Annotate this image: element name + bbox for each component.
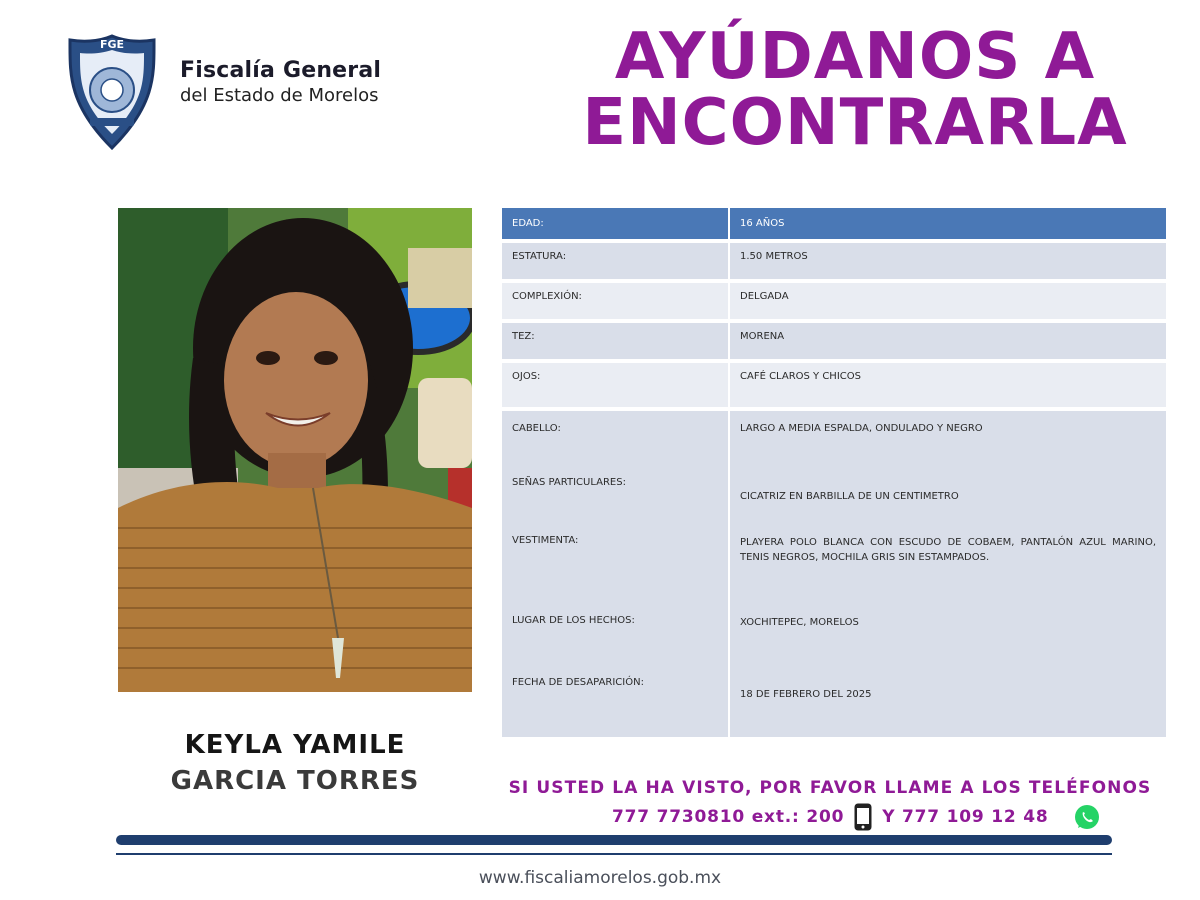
fge-shield-logo <box>66 34 158 150</box>
headline <box>560 20 1150 160</box>
detail-label: SEÑAS PARTICULARES: <box>512 477 626 488</box>
detail-label: TEZ: <box>502 323 730 359</box>
phone-number-1: 777 7730810 ext.: 200 <box>612 807 845 827</box>
person-name-line1: KEYLA YAMILE <box>184 730 406 760</box>
detail-value-group <box>730 411 1166 737</box>
detail-label: FECHA DE DESAPARICIÓN: <box>512 677 644 688</box>
detail-value: 18 DE FEBRERO DEL 2025 <box>740 689 872 700</box>
detail-label: COMPLEXIÓN: <box>502 283 730 319</box>
institution-name <box>180 58 381 106</box>
details-row <box>502 283 1166 319</box>
footer-divider <box>116 853 1112 855</box>
detail-value: CAFÉ CLAROS Y CHICOS <box>730 363 1166 407</box>
detail-label: LUGAR DE LOS HECHOS: <box>512 615 635 626</box>
institution-line2: del Estado de Morelos <box>180 85 379 106</box>
detail-label: ESTATURA: <box>502 243 730 279</box>
detail-value: 16 AÑOS <box>730 208 1166 239</box>
detail-label: VESTIMENTA: <box>512 535 579 546</box>
phone-number-2: Y 777 109 12 48 <box>882 807 1049 827</box>
details-row <box>502 323 1166 359</box>
details-row <box>502 243 1166 279</box>
phone-numbers <box>612 803 1101 831</box>
person-name-line2: GARCIA TORRES <box>170 766 420 796</box>
detail-label: OJOS: <box>502 363 730 407</box>
logo-text: FGE <box>99 38 125 51</box>
detail-value: DELGADA <box>730 283 1166 319</box>
detail-value: LARGO A MEDIA ESPALDA, ONDULADO Y NEGRO <box>740 423 983 434</box>
person-name <box>118 730 472 796</box>
detail-label-group <box>502 411 730 737</box>
website-url: www.fiscaliamorelos.gob.mx <box>478 868 722 888</box>
person-details-table <box>502 204 1166 741</box>
headline-line2: ENCONTRARLA <box>582 86 1128 160</box>
call-to-action: SI USTED LA HA VISTO, POR FAVOR LLAME A LOS TELÉFONOS <box>508 778 1152 798</box>
detail-value: MORENA <box>730 323 1166 359</box>
mobile-phone-icon <box>854 803 872 831</box>
detail-value: XOCHITEPEC, MORELOS <box>740 617 859 628</box>
details-row <box>502 208 1166 239</box>
detail-value: 1.50 METROS <box>730 243 1166 279</box>
details-row <box>502 411 1166 737</box>
whatsapp-icon <box>1073 803 1101 831</box>
detail-label: CABELLO: <box>512 423 561 434</box>
missing-person-photo <box>118 208 472 692</box>
detail-value: CICATRIZ EN BARBILLA DE UN CENTIMETRO <box>740 491 959 502</box>
institution-line1: Fiscalía General <box>180 58 382 83</box>
headline-line1: AYÚDANOS A <box>614 20 1096 94</box>
details-row <box>502 363 1166 407</box>
detail-value: PLAYERA POLO BLANCA CON ESCUDO DE COBAEM, PANTALÓN AZUL MARINO, TENIS NEGROS, MOCHILA GRIS SIN ESTAMPADOS. <box>740 537 1156 563</box>
footer-bar <box>116 835 1112 845</box>
detail-label: EDAD: <box>502 208 730 239</box>
